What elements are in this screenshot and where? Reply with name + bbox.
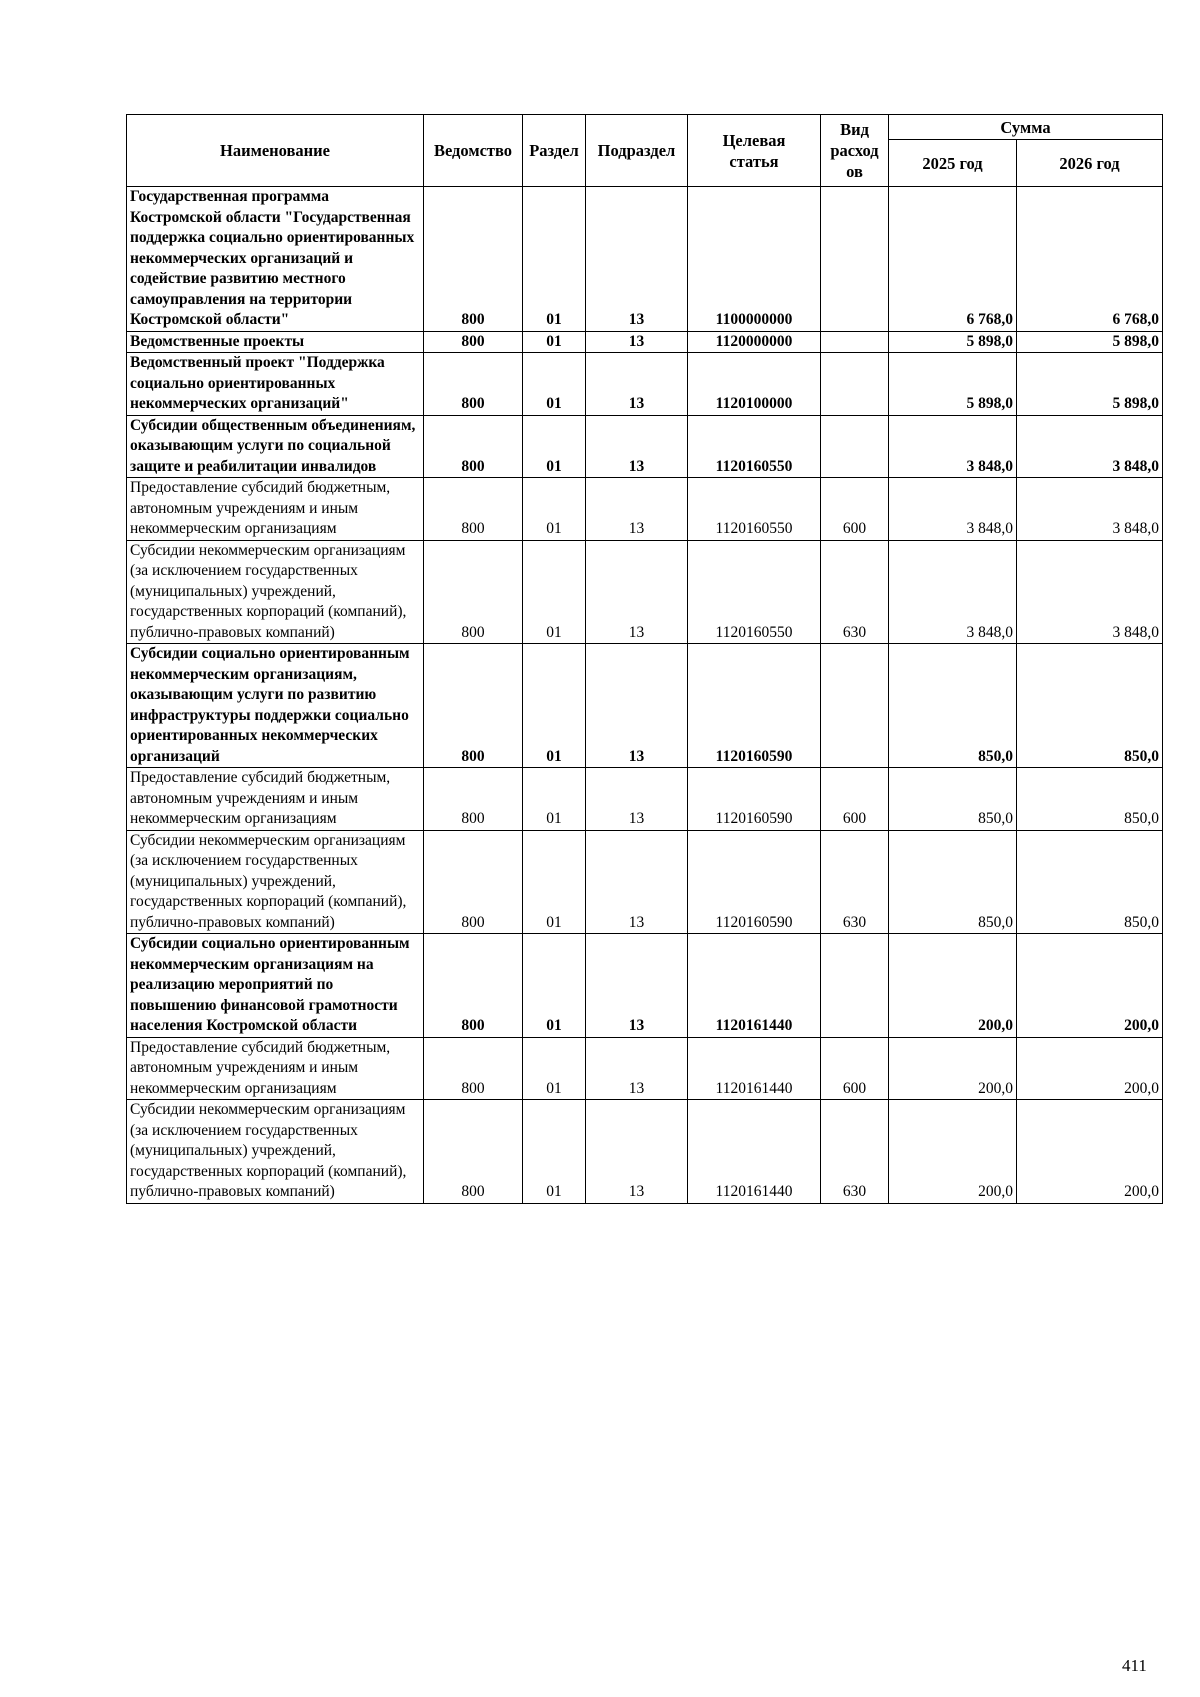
row-target-article: 1120160590 — [688, 768, 821, 831]
row-razdel: 01 — [523, 415, 586, 478]
row-vedomstvo: 800 — [424, 331, 523, 353]
row-name: Ведомственные проекты — [127, 331, 424, 353]
row-podrazdel: 13 — [586, 1037, 688, 1100]
row-podrazdel: 13 — [586, 353, 688, 416]
row-sum-2026: 3 848,0 — [1017, 415, 1163, 478]
table-row — [127, 934, 1163, 1038]
row-target-article: 1120100000 — [688, 353, 821, 416]
row-sum-2025: 3 848,0 — [889, 540, 1017, 644]
row-expense-type: 600 — [821, 1037, 889, 1100]
row-vedomstvo: 800 — [424, 353, 523, 416]
table-row — [127, 644, 1163, 768]
row-vedomstvo: 800 — [424, 934, 523, 1038]
table-header — [127, 115, 1163, 187]
row-sum-2025: 200,0 — [889, 1037, 1017, 1100]
row-target-article: 1120160550 — [688, 540, 821, 644]
row-expense-type: 630 — [821, 830, 889, 934]
table-row — [127, 331, 1163, 353]
row-sum-2026: 850,0 — [1017, 830, 1163, 934]
row-name: Субсидии некоммерческим организациям (за исключением государственных (муниципальных) учреждений, государственных корпораций (компаний), публично-правовых компаний) — [127, 540, 424, 644]
row-expense-type — [821, 187, 889, 332]
table-row — [127, 768, 1163, 831]
row-sum-2026: 3 848,0 — [1017, 478, 1163, 541]
header-name: Наименование — [127, 115, 424, 187]
row-razdel: 01 — [523, 1100, 586, 1204]
row-sum-2026: 3 848,0 — [1017, 540, 1163, 644]
row-sum-2026: 200,0 — [1017, 934, 1163, 1038]
row-expense-type — [821, 644, 889, 768]
table-row — [127, 540, 1163, 644]
row-podrazdel: 13 — [586, 644, 688, 768]
table-row — [127, 830, 1163, 934]
row-sum-2026: 850,0 — [1017, 644, 1163, 768]
row-sum-2025: 200,0 — [889, 1100, 1017, 1204]
row-name: Субсидии некоммерческим организациям (за исключением государственных (муниципальных) учреждений, государственных корпораций (компаний), публично-правовых компаний) — [127, 830, 424, 934]
row-name: Субсидии социально ориентированным некоммерческим организациям на реализацию мероприятий по повышению финансовой грамотности населения Костромской области — [127, 934, 424, 1038]
row-vedomstvo: 800 — [424, 644, 523, 768]
table-row — [127, 1100, 1163, 1204]
row-expense-type: 600 — [821, 768, 889, 831]
table-body — [127, 187, 1163, 1204]
row-vedomstvo: 800 — [424, 540, 523, 644]
row-expense-type: 630 — [821, 1100, 889, 1204]
row-vedomstvo: 800 — [424, 1037, 523, 1100]
row-name: Субсидии общественным объединениям, оказывающим услуги по социальной защите и реабилитации инвалидов — [127, 415, 424, 478]
row-sum-2025: 5 898,0 — [889, 353, 1017, 416]
row-podrazdel: 13 — [586, 415, 688, 478]
table-row — [127, 353, 1163, 416]
page-number: 411 — [1122, 1656, 1147, 1675]
row-sum-2026: 6 768,0 — [1017, 187, 1163, 332]
row-name: Предоставление субсидий бюджетным, автономным учреждениям и иным некоммерческим организациям — [127, 768, 424, 831]
row-podrazdel: 13 — [586, 934, 688, 1038]
row-sum-2026: 200,0 — [1017, 1100, 1163, 1204]
row-podrazdel: 13 — [586, 830, 688, 934]
header-vedomstvo: Ведомство — [424, 115, 523, 187]
row-target-article: 1120000000 — [688, 331, 821, 353]
row-sum-2025: 3 848,0 — [889, 478, 1017, 541]
row-vedomstvo: 800 — [424, 415, 523, 478]
row-razdel: 01 — [523, 478, 586, 541]
row-podrazdel: 13 — [586, 331, 688, 353]
row-razdel: 01 — [523, 830, 586, 934]
row-sum-2026: 200,0 — [1017, 1037, 1163, 1100]
row-podrazdel: 13 — [586, 1100, 688, 1204]
row-vedomstvo: 800 — [424, 478, 523, 541]
table-row — [127, 478, 1163, 541]
row-razdel: 01 — [523, 644, 586, 768]
row-razdel: 01 — [523, 934, 586, 1038]
row-sum-2025: 3 848,0 — [889, 415, 1017, 478]
row-expense-type: 600 — [821, 478, 889, 541]
header-podrazdel: Подраздел — [586, 115, 688, 187]
table-row — [127, 187, 1163, 332]
row-vedomstvo: 800 — [424, 187, 523, 332]
row-name: Предоставление субсидий бюджетным, автономным учреждениям и иным некоммерческим организациям — [127, 478, 424, 541]
row-podrazdel: 13 — [586, 768, 688, 831]
row-sum-2025: 6 768,0 — [889, 187, 1017, 332]
row-target-article: 1120160590 — [688, 830, 821, 934]
row-sum-2025: 850,0 — [889, 644, 1017, 768]
row-name: Государственная программа Костромской области "Государственная поддержка социально ориентированных некоммерческих организаций и содействие развитию местного самоуправления на территории Костромской области" — [127, 187, 424, 332]
row-target-article: 1120161440 — [688, 934, 821, 1038]
row-target-article: 1100000000 — [688, 187, 821, 332]
row-expense-type — [821, 415, 889, 478]
row-name: Ведомственный проект "Поддержка социально ориентированных некоммерческих организаций" — [127, 353, 424, 416]
row-razdel: 01 — [523, 540, 586, 644]
table-row — [127, 1037, 1163, 1100]
header-expense-type-line2: расход — [830, 141, 879, 160]
row-vedomstvo: 800 — [424, 1100, 523, 1204]
row-vedomstvo: 800 — [424, 768, 523, 831]
row-sum-2026: 850,0 — [1017, 768, 1163, 831]
row-expense-type — [821, 934, 889, 1038]
header-expense-type — [821, 115, 889, 187]
header-target-article: Целевая статья — [688, 115, 821, 187]
header-expense-type-line3: ов — [846, 162, 863, 181]
row-target-article: 1120160550 — [688, 415, 821, 478]
row-target-article: 1120160550 — [688, 478, 821, 541]
row-sum-2026: 5 898,0 — [1017, 331, 1163, 353]
row-name: Субсидии некоммерческим организациям (за исключением государственных (муниципальных) учреждений, государственных корпораций (компаний), публично-правовых компаний) — [127, 1100, 424, 1204]
row-sum-2025: 200,0 — [889, 934, 1017, 1038]
header-razdel: Раздел — [523, 115, 586, 187]
row-target-article: 1120161440 — [688, 1100, 821, 1204]
header-year-2026: 2026 год — [1017, 140, 1163, 187]
row-sum-2025: 5 898,0 — [889, 331, 1017, 353]
row-razdel: 01 — [523, 353, 586, 416]
row-podrazdel: 13 — [586, 478, 688, 541]
header-summa: Сумма — [889, 115, 1163, 140]
row-name: Предоставление субсидий бюджетным, автономным учреждениям и иным некоммерческим организациям — [127, 1037, 424, 1100]
row-expense-type — [821, 331, 889, 353]
row-vedomstvo: 800 — [424, 830, 523, 934]
header-expense-type-line1: Вид — [840, 120, 869, 139]
row-sum-2025: 850,0 — [889, 830, 1017, 934]
row-sum-2025: 850,0 — [889, 768, 1017, 831]
row-razdel: 01 — [523, 1037, 586, 1100]
row-target-article: 1120161440 — [688, 1037, 821, 1100]
row-expense-type — [821, 353, 889, 416]
row-podrazdel: 13 — [586, 187, 688, 332]
row-name: Субсидии социально ориентированным некоммерческим организациям, оказывающим услуги по развитию инфраструктуры поддержки социально ориентированных некоммерческих организаций — [127, 644, 424, 768]
row-razdel: 01 — [523, 768, 586, 831]
table-row — [127, 415, 1163, 478]
row-podrazdel: 13 — [586, 540, 688, 644]
row-razdel: 01 — [523, 187, 586, 332]
row-sum-2026: 5 898,0 — [1017, 353, 1163, 416]
row-razdel: 01 — [523, 331, 586, 353]
header-year-2025: 2025 год — [889, 140, 1017, 187]
row-target-article: 1120160590 — [688, 644, 821, 768]
row-expense-type: 630 — [821, 540, 889, 644]
budget-table — [126, 114, 1163, 1204]
